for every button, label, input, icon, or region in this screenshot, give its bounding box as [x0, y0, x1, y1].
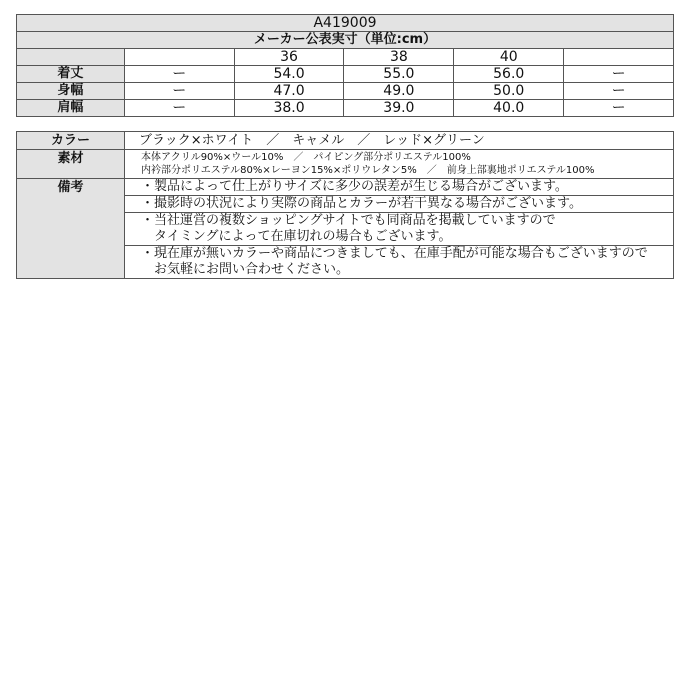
size-header-row: [17, 49, 674, 66]
size-header: 36: [234, 49, 344, 66]
note-line: お気軽にお問い合わせください。: [141, 262, 350, 277]
size-header: [124, 49, 234, 66]
note-line: ・製品によって仕上がりサイズに多少の誤差が生じる場合がございます。: [141, 179, 568, 194]
measurement-value: 39.0: [344, 100, 454, 117]
material-value: [125, 150, 674, 179]
material-line: 本体アクリル90%×ウール10% ／ パイピング部分ポリエステル100%: [141, 152, 471, 163]
size-header: [564, 49, 674, 66]
material-label: 素材: [17, 150, 125, 179]
size-header-blank: [17, 49, 125, 66]
size-caption: メーカー公表実寸（単位:cm）: [17, 32, 674, 49]
measurement-label: 着丈: [17, 66, 125, 83]
measurement-value: ー: [124, 100, 234, 117]
measurement-row: [17, 83, 674, 100]
color-row: [17, 132, 674, 150]
measurement-value: ー: [564, 100, 674, 117]
measurement-value: 54.0: [234, 66, 344, 83]
measurement-value: ー: [564, 83, 674, 100]
material-line: 内衿部分ポリエステル80%×レーヨン15%×ポリウレタン5% ／ 前身上部裏地ポリエステル100%: [141, 165, 595, 176]
size-caption-row: [17, 32, 674, 49]
measurement-value: 40.0: [454, 100, 564, 117]
note-line: タイミングによって在庫切れの場合もございます。: [141, 229, 452, 244]
note-item: [125, 213, 673, 246]
measurement-value: 47.0: [234, 83, 344, 100]
note-item: [125, 196, 673, 213]
measurement-value: 38.0: [234, 100, 344, 117]
measurement-row: [17, 100, 674, 117]
notes-label: 備考: [17, 179, 125, 279]
color-label: カラー: [17, 132, 125, 150]
spec-table: [16, 131, 674, 279]
color-value: ブラック×ホワイト ／ キャメル ／ レッド×グリーン: [125, 132, 674, 150]
measurement-value: 50.0: [454, 83, 564, 100]
measurement-value: ー: [124, 83, 234, 100]
measurement-value: ー: [124, 66, 234, 83]
measurement-label: 肩幅: [17, 100, 125, 117]
measurement-value: 55.0: [344, 66, 454, 83]
measurement-value: 56.0: [454, 66, 564, 83]
measurement-label: 身幅: [17, 83, 125, 100]
size-header: 38: [344, 49, 454, 66]
product-code: A419009: [17, 15, 674, 32]
note-item: [125, 246, 673, 278]
note-line: ・現在庫が無いカラーや商品につきましても、在庫手配が可能な場合もございますので: [141, 246, 648, 261]
size-table: [16, 14, 674, 117]
product-code-row: [17, 15, 674, 32]
measurement-value: ー: [564, 66, 674, 83]
measurement-value: 49.0: [344, 83, 454, 100]
size-header: 40: [454, 49, 564, 66]
material-row: [17, 150, 674, 179]
note-item: [125, 179, 673, 196]
note-line: ・当社運営の複数ショッピングサイトでも同商品を掲載していますので: [141, 213, 556, 228]
measurement-row: [17, 66, 674, 83]
notes-row: [17, 179, 674, 279]
note-line: ・撮影時の状況により実際の商品とカラーが若干異なる場合がございます。: [141, 196, 582, 211]
notes-list: [125, 179, 674, 279]
